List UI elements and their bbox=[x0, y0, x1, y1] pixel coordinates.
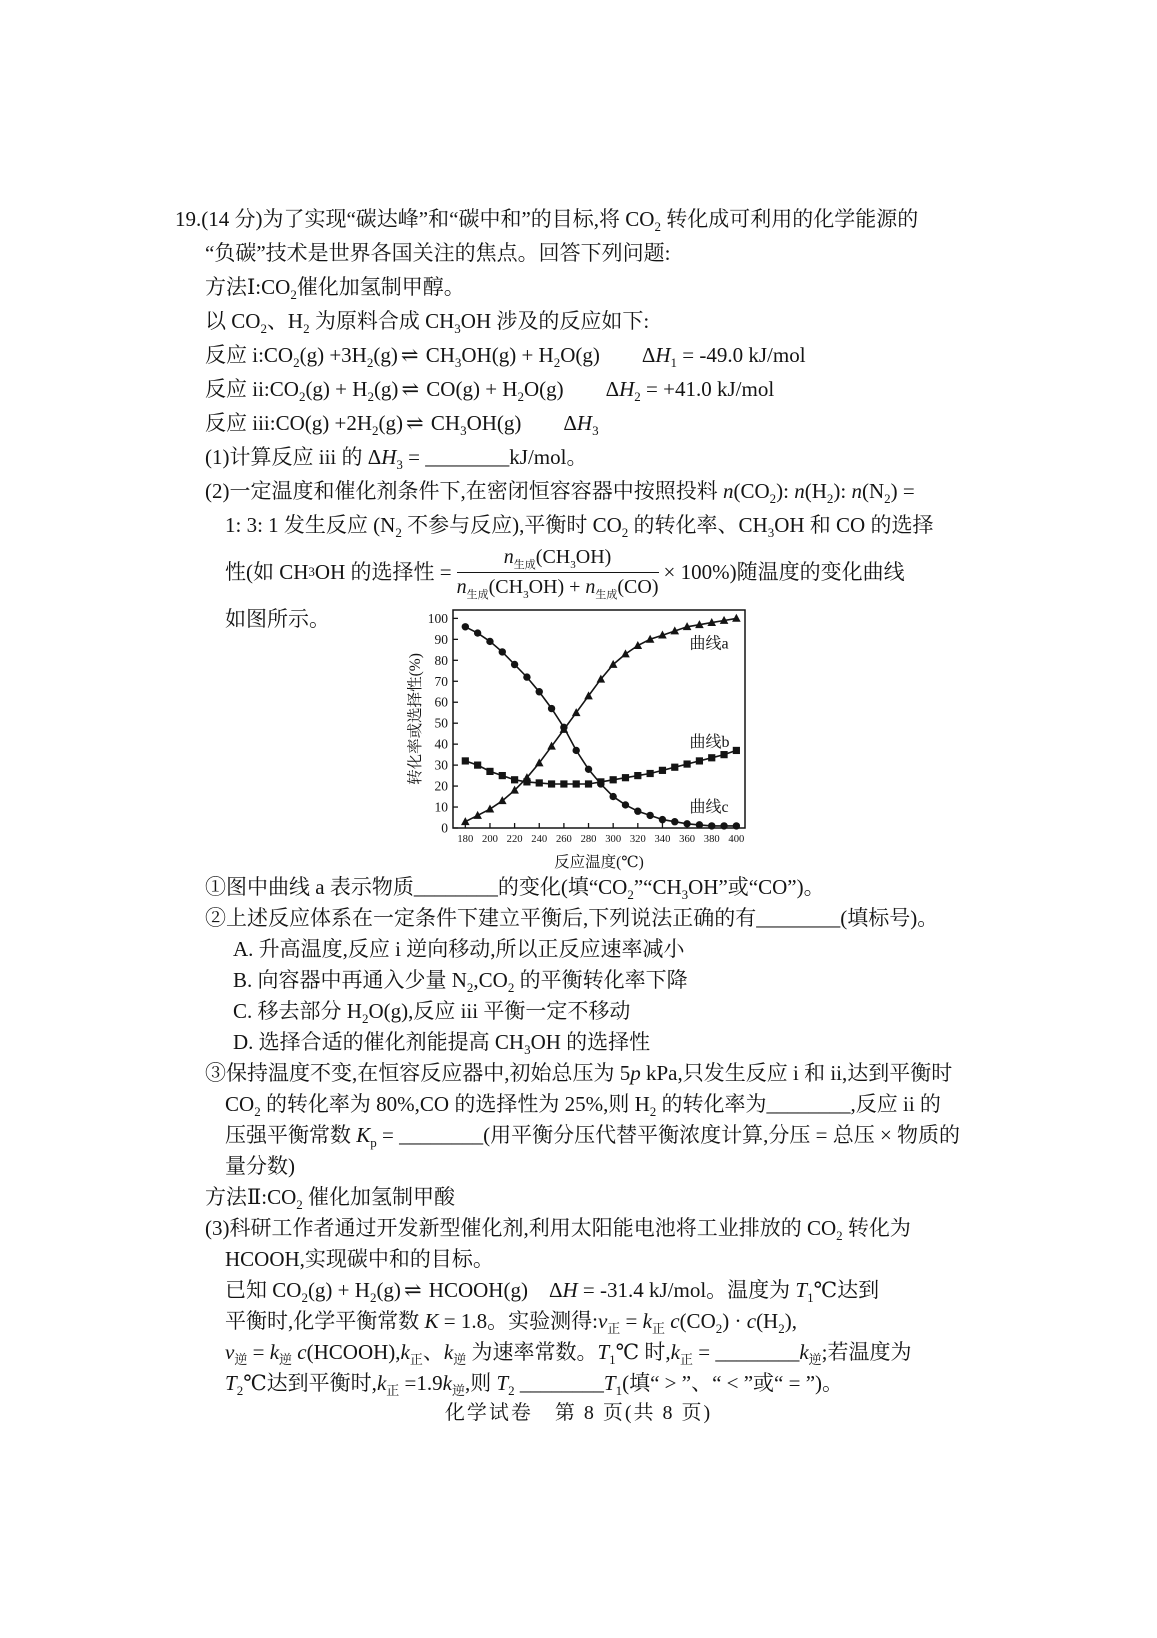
intro-line-2: “负碳”技术是世界各国关注的焦点。回答下列问题: bbox=[205, 241, 671, 265]
option-d: D. 选择合适的催化剂能提高 $CH_3OH$ 的选择性 bbox=[233, 1030, 651, 1058]
option-c: C. 移去部分 $H_2O(g)$,反应 iii 平衡一定不移动 bbox=[233, 999, 631, 1027]
svg-text:10: 10 bbox=[434, 799, 448, 815]
svg-text:曲线c: 曲线c bbox=[689, 799, 729, 817]
svg-text:20: 20 bbox=[434, 778, 448, 794]
svg-text:300: 300 bbox=[605, 834, 622, 845]
reaction-ii: 反应 $ii:CO_2(g) + H_2(g)$ ⇌ $CO(g) + H_2O(g)$ $\Delta H_2 = +41.0$ kJ/mol bbox=[205, 377, 775, 405]
svg-text:360: 360 bbox=[679, 834, 696, 845]
svg-text:400: 400 bbox=[728, 834, 745, 845]
sub-question-1: ①图中曲线 a 表示物质________的变化(填“$CO_2”“CH_3OH$”或“CO”)。 bbox=[205, 875, 825, 903]
svg-text:30: 30 bbox=[434, 757, 448, 773]
part-3-line-1: (3)科研工作者通过开发新型催化剂,利用太阳能电池将工业排放的 $CO_2$ 转化为 bbox=[205, 1216, 911, 1244]
svg-text:曲线b: 曲线b bbox=[689, 734, 730, 752]
svg-text:320: 320 bbox=[629, 834, 646, 845]
svg-text:80: 80 bbox=[434, 652, 448, 668]
intro-line-1: 19.(14 分)为了实现“碳达峰”和“碳中和”的目标,将 $CO_2$ 转化成可利用的化学能源的 bbox=[175, 207, 919, 235]
svg-text:反应温度(℃): 反应温度(℃) bbox=[554, 854, 644, 871]
svg-text:380: 380 bbox=[703, 834, 720, 845]
part-3-line-6: $T_2℃$达到平衡时$,k_正 =1.9k_逆$,则 $T_2$ $\_\_\_\_\_\_\_\_T_1$(填“ > ”、“ < ”或“ = ”)。 bbox=[225, 1371, 844, 1399]
part-1-question: (1)计算反应 iii 的 $\Delta H_3$ = ________kJ/mol。 bbox=[205, 445, 588, 473]
reactions-intro: 以 $CO_2$、$H_2$ 为原料合成 $CH_3OH$ 涉及的反应如下: bbox=[205, 309, 650, 337]
svg-text:340: 340 bbox=[654, 834, 671, 845]
method-2-heading: 方法$Ⅱ:CO_2$ 催化加氢制甲酸 bbox=[205, 1185, 456, 1213]
svg-text:90: 90 bbox=[434, 631, 448, 647]
svg-text:180: 180 bbox=[457, 834, 474, 845]
option-a: A. 升高温度,反应 i 逆向移动,所以正反应速率减小 bbox=[233, 937, 685, 961]
svg-text:240: 240 bbox=[531, 834, 548, 845]
option-b: B. 向容器中再通入少量 $N_2,CO_2$ 的平衡转化率下降 bbox=[233, 968, 688, 996]
part-3-line-3: 已知 $CO_2(g) + H_2(g)$ ⇌ HCOOH(g) ΔH = -31.4 kJ/mol。温度为 $T_1℃$达到 bbox=[225, 1278, 880, 1306]
question-body bbox=[175, 202, 975, 1399]
selectivity-formula: 性(如 CH 3 OH 的选择性 = $\frac{n_{生成}(CH_3OH)}{n_{生成}(CH_3OH) + n_{生成}(CO)}$ × 100%)随温度的变化曲线 bbox=[225, 545, 905, 601]
svg-text:280: 280 bbox=[580, 834, 597, 845]
sub-question-3-line-3: 压强平衡常数 $K_p$ = ________(用平衡分压代替平衡浓度计算,分压 = 总压 × 物质的 bbox=[225, 1123, 961, 1151]
part-2-line-1: (2)一定温度和催化剂条件下,在密闭恒容容器中按照投料 $n(CO_2)$: $n(H_2)$: $n(N_2)$ = bbox=[205, 479, 915, 507]
question-19 bbox=[175, 202, 975, 1399]
part-3-line-4: 平衡时,化学平衡常数 K = 1.8。实验测得$:v_正 = k_正$ $c(CO_2) \cdot c(H_2)$, bbox=[225, 1309, 797, 1337]
svg-text:70: 70 bbox=[434, 673, 448, 689]
part-2-line-2: 1: 3: 1 发生反应 ($N_2$ 不参与反应),平衡时 $CO_2$ 的转化率、$CH_3OH$ 和 CO 的选择 bbox=[225, 513, 934, 541]
svg-text:转化率或选择性(%): 转化率或选择性(%) bbox=[407, 653, 424, 785]
page-footer: 化学试卷 第 8 页(共 8 页) bbox=[444, 1402, 713, 1424]
method-1-heading: 方法$Ⅰ:CO_2$催化加氢制甲醇。 bbox=[205, 275, 465, 303]
svg-text:200: 200 bbox=[482, 834, 498, 845]
part-3-line-5: $v_逆 = k_逆$ $c(HCOOH),k_正$、$k_逆$ 为速率常数。$T_1℃$ 时$,k_正$ = $\_\_\_\_\_\_\_\_k_逆$;若温度为 bbox=[225, 1340, 912, 1368]
svg-text:50: 50 bbox=[434, 715, 448, 731]
figure-svg bbox=[407, 600, 757, 872]
svg-text:0: 0 bbox=[441, 820, 448, 836]
sub-question-2: ②上述反应体系在一定条件下建立平衡后,下列说法正确的有________(填标号)。 bbox=[205, 906, 939, 930]
conversion-selectivity-chart bbox=[407, 600, 975, 872]
svg-text:曲线a: 曲线a bbox=[689, 635, 729, 653]
reaction-iii: 反应 iii:CO(g) $+2H_2(g)$ ⇌ $CH_3OH(g)$ $\Delta H_3$ bbox=[205, 411, 599, 439]
see-figure: 如图所示。 bbox=[225, 607, 330, 631]
svg-text:60: 60 bbox=[434, 694, 448, 710]
sub-question-3-line-1: ③保持温度不变,在恒容反应器中,初始总压为 5p kPa,只发生反应 i 和 ii,达到平衡时 bbox=[205, 1061, 953, 1085]
svg-text:260: 260 bbox=[555, 834, 572, 845]
svg-text:40: 40 bbox=[434, 736, 448, 752]
reaction-i: 反应 $i:CO_2(g) +3H_2(g)$ ⇌ $CH_3OH(g) + H_2O(g)$ $\Delta H_1 = -49.0$ kJ/mol bbox=[205, 343, 806, 371]
svg-text:220: 220 bbox=[506, 834, 523, 845]
sub-question-3-line-4: 量分数) bbox=[225, 1154, 295, 1178]
part-3-line-2: HCOOH,实现碳中和的目标。 bbox=[225, 1247, 494, 1271]
svg-text:100: 100 bbox=[427, 610, 448, 626]
sub-question-3-line-2: $CO_2$ 的转化率为 80%,CO 的选择性为 25%,则 $H_2$ 的转化率为________,反应 ii 的 bbox=[225, 1092, 941, 1120]
